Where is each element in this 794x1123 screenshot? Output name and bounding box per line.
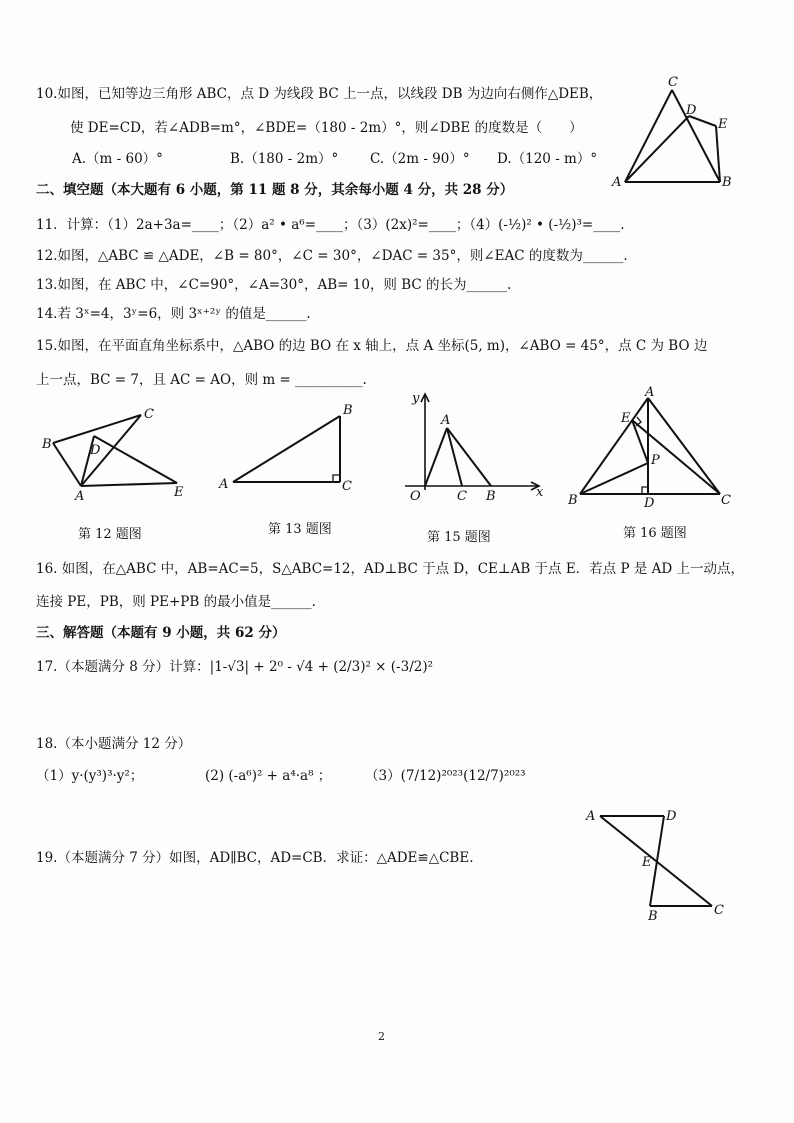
q10-label-b: B [722, 175, 732, 190]
fig12-svg [30, 398, 200, 508]
fig15 [395, 390, 555, 510]
fig15-label-b: B [486, 489, 496, 504]
q10-label-d: D [686, 103, 697, 118]
fig13-label-c: C [342, 479, 352, 494]
fig13-label-a: A [219, 477, 229, 492]
q10-line2: 使 DE=CD，若∠ADB=m°，∠BDE=（180 - 2m）°，则∠DBE 的度数是（ ） [70, 120, 583, 136]
fig13 [215, 398, 370, 498]
q10-option-a: A.（m - 60）° [72, 151, 163, 167]
fig13-svg [215, 398, 370, 498]
q13: 13.如图，在 ABC 中，∠C=90°，∠A=30°，AB= 10，则 BC 的长为______. [36, 277, 512, 293]
fig15-label-o: O [410, 489, 421, 504]
fig16-svg [565, 385, 740, 511]
q18-part2: (2) (-a⁶)² + a⁴·a⁸ ； [205, 768, 332, 784]
fig15-label-x: x [536, 485, 544, 500]
q18-part3: （3）(7/12)²⁰²³(12/7)²⁰²³ [365, 768, 526, 784]
fig12 [30, 398, 200, 508]
fig16-label-d: D [644, 496, 655, 511]
fig12-label-a: A [75, 489, 85, 504]
q10-line1: 10.如图，已知等边三角形 ABC，点 D 为线段 BC 上一点，以线段 DB 为边向右侧作△DEB， [36, 86, 603, 102]
q15-line2: 上一点，BC = 7，且 AC = AO，则 m = __________. [36, 372, 367, 388]
fig16-label-b: B [568, 493, 578, 508]
fig13-label-b: B [343, 403, 353, 418]
q19-label-b: B [648, 909, 658, 924]
fig12-label-c: C [144, 407, 154, 422]
fig13-caption: 第 13 题图 [268, 522, 332, 537]
q16-line2: 连接 PE，PB，则 PE+PB 的最小值是______. [36, 594, 316, 610]
q10-option-c: C.（2m - 90）° [370, 151, 470, 167]
fig12-label-d: D [90, 443, 101, 458]
fig12-caption: 第 12 题图 [78, 527, 142, 542]
q19-figure-svg [580, 800, 730, 925]
fig16-label-e: E [621, 411, 631, 426]
q19-label-c: C [714, 903, 724, 918]
q19: 19.（本题满分 7 分）如图，AD∥BC，AD=CB．求证：△ADE≌△CBE. [36, 850, 474, 866]
fig15-label-y: y [412, 391, 420, 406]
fig16-label-c: C [721, 493, 731, 508]
q10-label-c: C [668, 75, 678, 90]
q12: 12.如图，△ABC ≌ △ADE，∠B = 80°，∠C = 30°，∠DAC = 35°，则∠EAC 的度数为______. [36, 248, 628, 264]
q14: 14.若 3ˣ=4，3ʸ=6，则 3ˣ⁺²ʸ 的值是______. [36, 306, 311, 322]
q19-label-d: D [666, 809, 677, 824]
q18-title: 18.（本小题满分 12 分） [36, 736, 192, 752]
q19-figure [580, 800, 730, 925]
q10-label-e: E [718, 117, 728, 132]
q10-figure [600, 70, 780, 195]
q16-line1: 16. 如图，在△ABC 中，AB=AC=5，S△ABC=12，AD⊥BC 于点 D，CE⊥AB 于点 E．若点 P 是 AD 上一动点， [36, 561, 744, 577]
section2-heading: 二、填空题（本大题有 6 小题，第 11 题 8 分，其余每小题 4 分，共 28 分） [36, 182, 514, 198]
q18-part1: （1）y·(y³)³·y²； [36, 768, 144, 784]
q11: 11．计算：（1）2a+3a=____；（2）a² • a⁶=____；（3）(2x)²=____；（4）(-½)² • (-½)³=____. [36, 217, 625, 233]
page-number: 2 [378, 1030, 385, 1043]
fig15-svg [395, 390, 555, 510]
q19-label-e: E [642, 855, 652, 870]
fig15-label-c: C [457, 489, 467, 504]
fig16-label-a: A [645, 385, 655, 400]
q10-label-a: A [612, 175, 622, 190]
fig16 [565, 385, 740, 511]
fig16-label-p: P [651, 453, 660, 468]
fig15-label-a: A [441, 413, 451, 428]
fig15-caption: 第 15 题图 [427, 530, 491, 545]
q10-option-d: D.（120 - m）° [497, 151, 598, 167]
fig12-label-b: B [42, 437, 52, 452]
q19-label-a: A [586, 809, 596, 824]
fig12-label-e: E [174, 485, 184, 500]
q10-option-b: B.（180 - 2m）° [230, 151, 339, 167]
q17: 17.（本题满分 8 分）计算：|1-√3| + 2⁰ - √4 + (2/3)² × (-3/2)² [36, 659, 434, 675]
q15-line1: 15.如图，在平面直角坐标系中，△ABO 的边 BO 在 x 轴上，点 A 坐标(5, m)，∠ABO = 45°，点 C 为 BO 边 [36, 338, 708, 354]
q10-figure-svg [600, 70, 780, 195]
section3-heading: 三、解答题（本题有 9 小题，共 62 分） [36, 625, 286, 641]
fig16-caption: 第 16 题图 [623, 526, 687, 541]
